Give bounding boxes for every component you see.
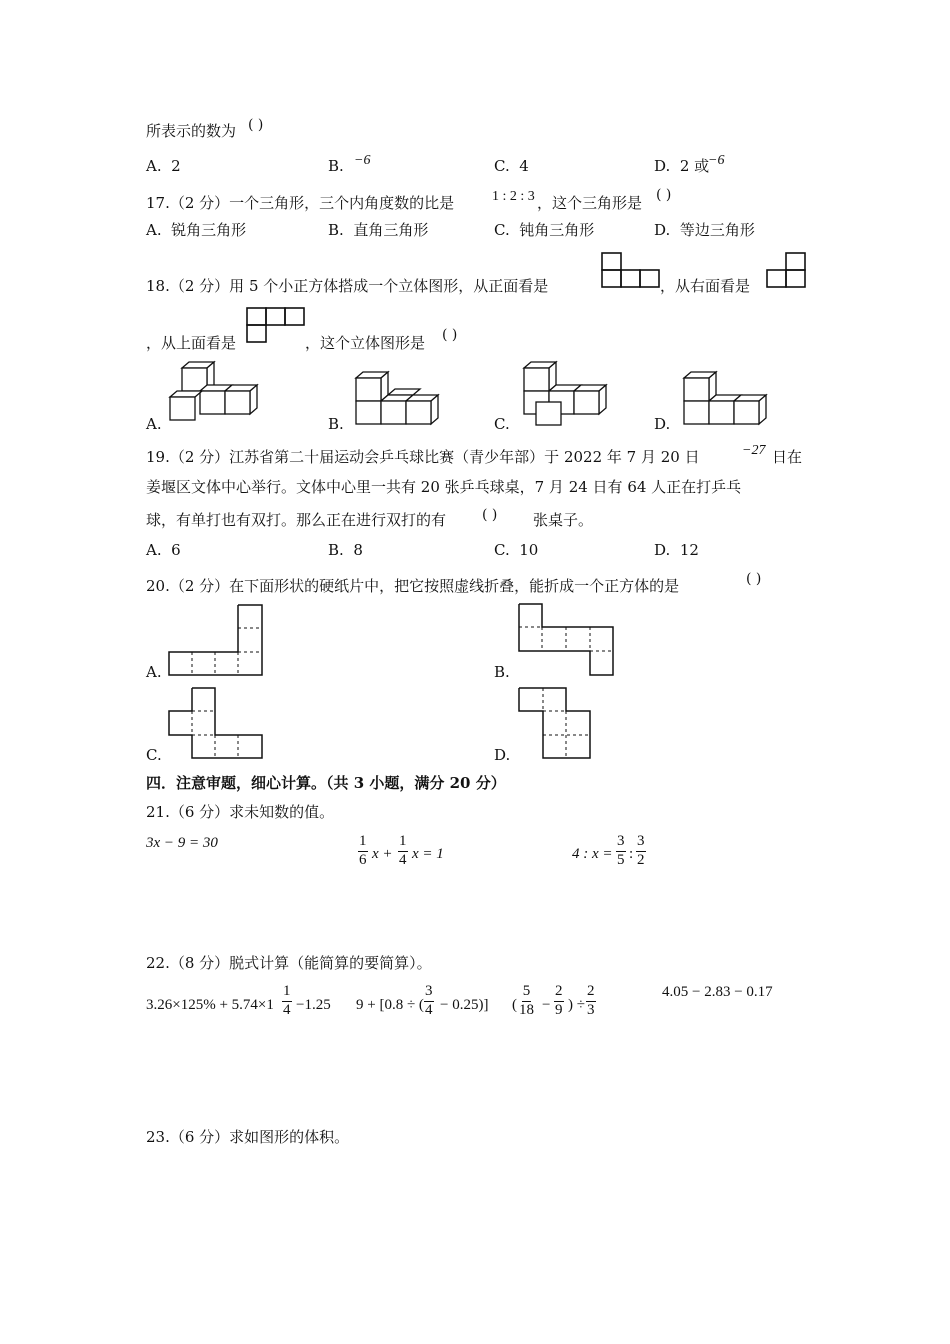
q21-eq2-frac1: $\frac{1}{6}$ (359, 833, 367, 868)
q20-option-c-label[interactable]: C. (146, 746, 162, 764)
q17-stem-end: ，这个三角形是 (537, 194, 643, 212)
q21-eq2-frac2: $\frac{1}{4}$ (399, 833, 407, 868)
q21-eq3-frac2: $\frac{3}{2}$ (637, 833, 645, 868)
q20-option-c-net[interactable] (168, 687, 268, 761)
q19-option-b[interactable]: B. 8 (328, 541, 363, 559)
q17-option-c[interactable]: C. 钝角三角形 (494, 221, 595, 239)
q20-answer-paren[interactable]: ( ) (746, 571, 762, 587)
q20-option-b-label[interactable]: B. (494, 663, 510, 681)
q21-eq3-frac1: $\frac{3}{5}$ (617, 833, 625, 868)
q16-stem: 所表示的数为 (146, 122, 237, 140)
q18-option-a-label[interactable]: A. (146, 415, 162, 433)
q19-answer-paren[interactable]: ( ) (482, 507, 498, 523)
q18-right-label: ，从右面看是 (660, 277, 751, 295)
q22-expr4: 4.05 − 2.83 − 0.17 (662, 984, 773, 1000)
q18-top-view (246, 307, 306, 347)
q20-stem: 20.（2 分）在下面形状的硬纸片中，把它按照虚线折叠，能折成一个正方体的是 (146, 577, 680, 595)
q16-option-b-value: −6 (354, 153, 371, 168)
section4-title: 四．注意审题，细心计算。（共 3 小题，满分 20 分） (146, 774, 506, 792)
q19-line1-end: 日在 (772, 448, 803, 466)
q22-expr3-minus: − (542, 997, 551, 1013)
q16-option-a[interactable]: A. 2 (146, 157, 181, 175)
q22-stem: 22.（8 分）脱式计算（能简算的要简算）。 (146, 954, 432, 972)
q18-answer-paren[interactable]: ( ) (442, 327, 458, 343)
q18-option-a-figure[interactable] (170, 362, 266, 424)
q17-stem: 17.（2 分）一个三角形，三个内角度数的比是 (146, 194, 455, 212)
q19-option-d[interactable]: D. 12 (654, 541, 699, 559)
q22-expr1-b: −1.25 (296, 997, 331, 1013)
q19-line2: 姜堰区文体中心举行。文体中心里一共有 20 张乒乓球桌，7 月 24 日有 64 人正在打乒乓 (146, 478, 742, 496)
q17-option-b[interactable]: B. 直角三角形 (328, 221, 429, 239)
q19-line1: 19.（2 分）江苏省第二十届运动会乒乓球比赛（青少年部）于 2022 年 7 月 20 日 (146, 448, 700, 466)
q22-expr3-frac3: $\frac{2}{3}$ (587, 983, 595, 1018)
q17-option-a[interactable]: A. 锐角三角形 (146, 221, 247, 239)
q22-expr3-frac1: $\frac{5}{18}$ (519, 983, 534, 1018)
q20-option-a-net[interactable] (168, 604, 268, 676)
q16-option-d[interactable]: D. 2 或 (654, 157, 710, 175)
q21-eq3-start: 4 : x = (572, 846, 613, 862)
q18-option-d-figure[interactable] (680, 372, 776, 434)
q18-option-b-figure[interactable] (352, 372, 448, 434)
q21-equation-1: 3x − 9 = 30 (146, 835, 218, 851)
q18-option-c-label[interactable]: C. (494, 415, 510, 433)
q17-answer-paren[interactable]: ( ) (656, 187, 672, 203)
q22-expr3-frac2: $\frac{2}{9}$ (555, 983, 563, 1018)
q22-expr2-frac: $\frac{3}{4}$ (425, 983, 433, 1018)
q19-option-c[interactable]: C. 10 (494, 541, 539, 559)
q19-option-a[interactable]: A. 6 (146, 541, 181, 559)
q19-superscript: −27 (742, 443, 766, 458)
q19-line3-end: 张桌子。 (533, 511, 594, 529)
q18-stem-end: ，这个立体图形是 (305, 334, 426, 352)
q16-option-b[interactable]: B. (328, 157, 344, 175)
q18-stem: 18.（2 分）用 5 个小正方体搭成一个立体图形，从正面看是 (146, 277, 549, 295)
q21-stem: 21.（6 分）求未知数的值。 (146, 803, 335, 821)
q21-eq2-end: x = 1 (412, 846, 444, 862)
q20-option-d-net[interactable] (518, 687, 598, 761)
q22-expr1-frac: $\frac{1}{4}$ (283, 983, 291, 1018)
q22-expr1-a: 3.26×125% + 5.74×1 (146, 997, 274, 1013)
q22-expr2-a: 9 + [0.8 ÷ ( (356, 997, 424, 1013)
q23-stem: 23.（6 分）求如图形的体积。 (146, 1128, 350, 1146)
q16-answer-paren[interactable]: ( ) (248, 117, 264, 133)
q16-option-c[interactable]: C. 4 (494, 157, 529, 175)
q18-option-b-label[interactable]: B. (328, 415, 344, 433)
q19-line3: 球，有单打也有双打。那么正在进行双打的有 (146, 511, 447, 529)
q18-option-d-label[interactable]: D. (654, 415, 671, 433)
q20-option-d-label[interactable]: D. (494, 746, 511, 764)
q18-front-view (601, 252, 661, 292)
q22-expr3-b: ) ÷ (568, 997, 585, 1013)
q22-expr2-b: − 0.25)] (440, 997, 489, 1013)
q21-eq3-colon: : (629, 846, 634, 862)
q18-right-view (766, 252, 808, 292)
q16-option-d-value: −6 (708, 153, 725, 168)
q17-ratio: 1 : 2 : 3 (492, 189, 535, 204)
q17-option-d[interactable]: D. 等边三角形 (654, 221, 755, 239)
q21-eq2-mid: x + (372, 846, 393, 862)
q20-option-a-label[interactable]: A. (146, 663, 162, 681)
q18-option-c-figure[interactable] (520, 362, 616, 428)
q20-option-b-net[interactable] (518, 603, 618, 679)
q22-expr3-a: ( (512, 997, 517, 1013)
q18-top-label: ，从上面看是 (146, 334, 237, 352)
